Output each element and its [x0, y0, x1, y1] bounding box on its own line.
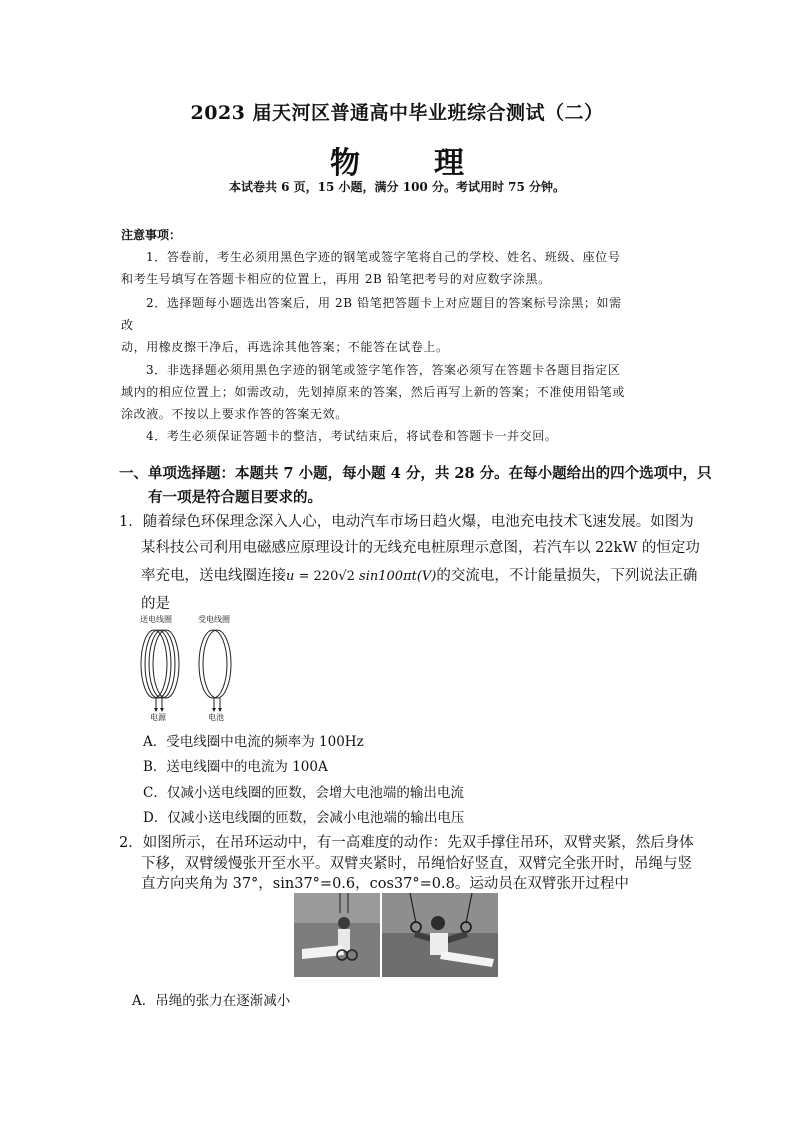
question-1-text: 率充电，送电线圈连接u = 220√2 sin100πt(V)的交流电，不计能量损失，下列说法正确 — [141, 568, 698, 584]
exam-title: 2023 届天河区普通高中毕业班综合测试（二） — [190, 102, 604, 124]
question-1-option-a: A．受电线圈中电流的频率为 100Hz — [143, 734, 364, 750]
question-1-option-b: B．送电线圈中的电流为 100A — [143, 759, 328, 775]
coils-graphic — [138, 624, 248, 712]
question-2-text: 直方向夹角为 37°，sin37°=0.6，cos37°=0.8。运动员在双臂张开过程中 — [141, 876, 629, 892]
send-coil-label: 送电线圈 — [140, 615, 172, 624]
gymnast-photo-arms-closed — [294, 893, 380, 977]
subject-title: 物 理 — [330, 146, 486, 181]
note-line: 改 — [121, 318, 134, 332]
section-heading: 一、单项选择题：本题共 7 小题，每小题 4 分，共 28 分。在每小题给出的四个选项中，只 — [119, 465, 712, 482]
gymnast-photo-arms-open — [382, 893, 498, 977]
coil-diagram — [138, 612, 248, 722]
exam-info: 本试卷共 6 页，15 小题，满分 100 分。考试用时 75 分钟。 — [228, 180, 566, 194]
question-1-text: 的是 — [141, 596, 170, 612]
question-2-text: 下移，双臂缓慢张开至水平。双臂夹紧时，吊绳恰好竖直，双臂完全张开时，吊绳与竖 — [141, 856, 692, 872]
question-2-text: 2．如图所示，在吊环运动中，有一高难度的动作：先双手撑住吊环，双臂夹紧，然后身体 — [119, 835, 694, 851]
note-line: 2．选择题每小题选出答案后，用 2B 铅笔把答题卡上对应题目的答案标号涂黑；如需 — [146, 296, 622, 310]
note-line: 4．考生必须保证答题卡的整洁，考试结束后，将试卷和答题卡一并交回。 — [146, 429, 558, 443]
voltage-formula: u = 220√2 sin100πt(V) — [286, 569, 437, 584]
note-line: 涂改液。不按以上要求作答的答案无效。 — [121, 407, 348, 421]
receive-coil-label: 受电线圈 — [198, 615, 230, 624]
battery-label: 电池 — [208, 713, 224, 722]
question-1-option-c: C．仅减小送电线圈的匝数，会增大电池端的输出电流 — [143, 785, 464, 801]
question-1-text: 某科技公司利用电磁感应原理设计的无线充电桩原理示意图，若汽车以 22kW 的恒定功 — [141, 540, 700, 556]
question-1-text: 1．随着绿色环保理念深入人心，电动汽车市场日趋火爆，电池充电技术飞速发展。如图为 — [119, 514, 694, 530]
power-source-label: 电源 — [150, 713, 166, 722]
note-line: 域内的相应位置上；如需改动，先划掉原来的答案，然后再写上新的答案；不准使用铅笔或 — [121, 385, 626, 399]
section-heading-cont: 有一项是符合题目要求的。 — [148, 489, 322, 506]
note-line: 和考生号填写在答题卡相应的位置上，再用 2B 铅笔把考号的对应数字涂黑。 — [121, 272, 551, 286]
notes-heading: 注意事项： — [121, 228, 182, 242]
note-line: 1．答卷前，考生必须用黑色字迹的钢笔或签字笔将自己的学校、姓名、班级、座位号 — [146, 250, 621, 264]
note-line: 动，用橡皮擦干净后，再选涂其他答案；不能答在试卷上。 — [121, 340, 449, 354]
question-2-option-a: A．吊绳的张力在逐渐减小 — [132, 993, 291, 1009]
question-1-option-d: D．仅减小送电线圈的匝数，会减小电池端的输出电压 — [143, 810, 465, 826]
note-line: 3．非选择题必须用黑色字迹的钢笔或签字笔作答，答案必须写在答题卡各题目指定区 — [146, 363, 621, 377]
